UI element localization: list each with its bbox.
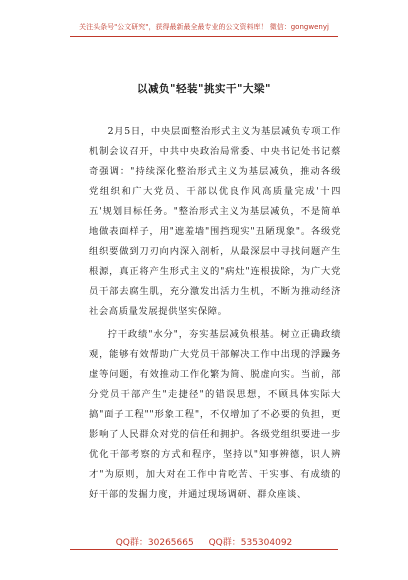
document-body	[89, 122, 341, 508]
paragraph: 拧干政绩"水分"，夯实基层减负根基。树立正确政绩观，能够有效帮助广大党员干部解决工作中出现的浮躁务虚等问题，有效推动工作化繁为简、脱虚向实。当前，部分党员干部产生"走捷径"的错误思想，不顾具体实际大搞"面子工程""形象工程"，不仅增加了不必要的负担，更影响了人民群众对党的信任和拥护。各级党组织要进一步优化干部考察的方式和程序，坚持以"知事辨德，识人辨才"为原则，加大对在工作中肯吃苦、干实事、有成绩的好干部的发掘力度，并通过现场调研、群众座谈、	[89, 329, 341, 500]
page-header: 关注头条号"公文研究"，获得最新最全最专业的公文资料库！ 微信：gongwenyj	[79, 23, 329, 31]
document-title: 以减负"轻装"挑实干"大梁"	[137, 83, 271, 95]
header-divider	[70, 36, 338, 37]
footer-divider	[70, 549, 338, 550]
footer-qq-group-2: QQ群：535304092	[208, 538, 293, 548]
footer-qq-group-1: QQ群：30265665	[115, 538, 194, 548]
paragraph: 2月5日，中央层面整治形式主义为基层减负专项工作机制会议召开，中共中央政治局常委、中央书记处书记蔡奇强调："持续深化整治形式主义为基层减负，推动各级党组织和广大党员、干部以优良作风高质量完成'十四五'规划目标任务。"整治形式主义为基层减负，不是简单地做表面样子，用"遮羞墙"围挡现实"丑陋现象"。各级党组织要做到刀刃向内深入剖析，从最深层中寻找问题产生根源，真正将产生形式主义的"病灶"连根拔除，为广大党员干部去腐生肌，充分激发出活力生机，不断为推动经济社会高质量发展提供坚实保障。	[89, 126, 341, 317]
page-footer	[0, 535, 408, 548]
